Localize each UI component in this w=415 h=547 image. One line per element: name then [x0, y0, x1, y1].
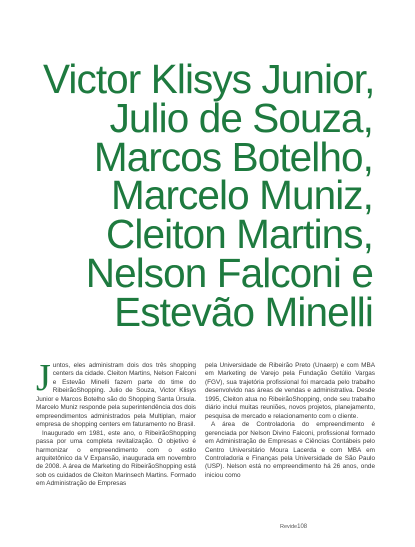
paragraph: pela Universidade de Ribeirão Preto (Unaerp) e com MBA em Marketing de Varejo pela Fundação Getúlio Vargas (FGV), sua trajetória profissional foi marcada pelo trabalho desenvolvido nas áreas de vendas e administrativa. Desde 1995, Cleiton atua no RibeirãoShopping, onde seu trabalho diário inclui muitas reuniões, novos projetos, planejamento, pesquisa de mercado e relacionamento com o cliente.: [205, 362, 375, 420]
headline-line: Julio de Souza,: [109, 94, 373, 141]
magazine-name: Revide: [280, 524, 298, 530]
article-column-right: [205, 362, 375, 480]
paragraph-text: untos, eles administram dois dos três shopping centers da cidade. Cleiton Martins, Nelson Falconi e Estevão Minelli fazem parte do time do RibeirãoShopping. Julio de Souza, Victor Klisys Junior e Marcos Botelho são do Shopping Santa Úrsula. Marcelo Muniz responde pela superintendência dos dois empreendimentos administrados pela Multiplan, maior empresa de shopping centers em faturamento no Brasil.: [36, 362, 196, 429]
headline-line: Nelson Falconi e: [85, 249, 373, 296]
paragraph: [36, 357, 196, 430]
article-column-left: [36, 357, 196, 489]
headline-line: Estevão Minelli: [114, 288, 373, 335]
headline-line: Marcos Botelho,: [93, 133, 373, 180]
page-footer: [280, 524, 307, 530]
paragraph: A área de Controladoria do empreendimento é gerenciada por Nelson Divino Falconi, profissional formado em Administração de Empresas e Ciências Contábeis pelo Centro Universitário Moura Lacerda e com MBA em Controladoria e Finanças pela Universidade de São Paulo (USP). Nelson está no empreendimento há 26 anos, onde iniciou como: [205, 421, 375, 479]
dropcap: J: [36, 357, 51, 399]
paragraph: Inaugurado em 1981, este ano, o RibeirãoShopping passa por uma completa revitalização. O objetivo é harmonizar o empreendimento com o estilo arquitetônico da V Expansão, inaugurada em novembro de 2008. A área de Marketing do RibeirãoShopping está sob os cuidados de Cleiton Marinsech Martins. Formado em Administração de Empresas: [36, 429, 196, 488]
headline-line: Cleiton Martins,: [106, 211, 373, 258]
headline-line: Victor Klisys Junior,: [43, 56, 375, 102]
headline: [43, 56, 375, 335]
page-number: 108: [297, 524, 308, 530]
headline-line: Marcelo Muniz,: [111, 172, 373, 219]
